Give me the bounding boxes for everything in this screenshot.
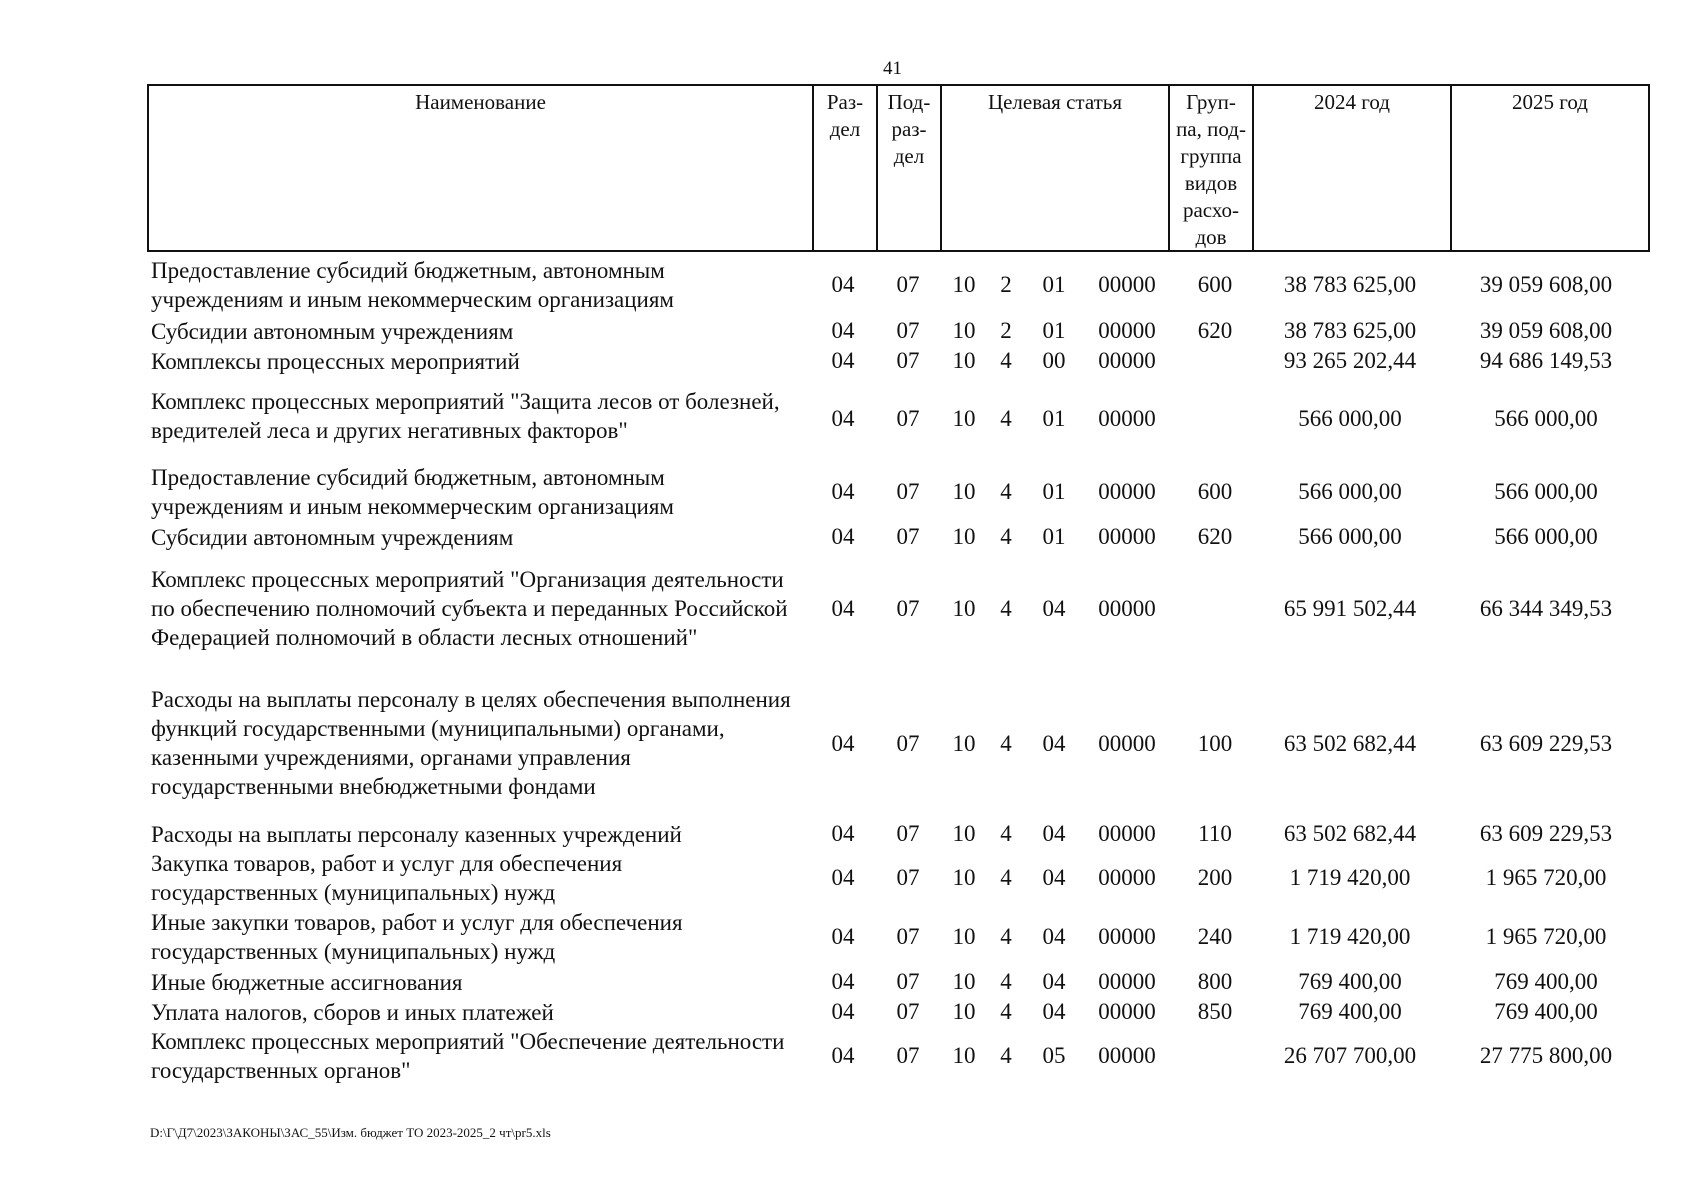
row-name-line: Федерацией полномочий в области лесных отношений" bbox=[151, 625, 698, 650]
podrazdel-cell: 07 bbox=[896, 999, 920, 1024]
row-name-line: Расходы на выплаты персоналу в целях обеспечения выполнения bbox=[151, 687, 791, 712]
target-event-cell: 01 bbox=[1042, 318, 1066, 343]
amount-2025-cell: 566 000,00 bbox=[1494, 406, 1598, 431]
target-program-cell: 10 bbox=[952, 272, 976, 297]
target-subprogram-cell: 2 bbox=[1000, 318, 1012, 343]
row-name-line: Комплексы процессных мероприятий bbox=[151, 349, 520, 374]
target-event-cell: 01 bbox=[1042, 272, 1066, 297]
target-event-cell: 04 bbox=[1042, 969, 1066, 994]
target-event-cell: 04 bbox=[1042, 865, 1066, 890]
target-direction-cell: 00000 bbox=[1098, 272, 1156, 297]
razdel-cell: 04 bbox=[831, 318, 855, 343]
podrazdel-cell: 07 bbox=[896, 272, 920, 297]
target-subprogram-cell: 4 bbox=[1000, 969, 1012, 994]
amount-2024-cell: 63 502 682,44 bbox=[1283, 821, 1417, 846]
amount-2025-cell: 1 965 720,00 bbox=[1485, 865, 1607, 890]
target-program-cell: 10 bbox=[952, 924, 976, 949]
expense-group-cell: 850 bbox=[1197, 999, 1233, 1024]
amount-2024-cell: 566 000,00 bbox=[1298, 524, 1402, 549]
amount-2025-cell: 39 059 608,00 bbox=[1479, 272, 1613, 297]
amount-2024-cell: 38 783 625,00 bbox=[1283, 272, 1417, 297]
podrazdel-cell: 07 bbox=[896, 821, 920, 846]
row-name bbox=[151, 849, 811, 907]
target-subprogram-cell: 4 bbox=[1000, 924, 1012, 949]
expense-group-cell: 620 bbox=[1197, 524, 1233, 549]
target-direction-cell: 00000 bbox=[1098, 924, 1156, 949]
target-program-cell: 10 bbox=[952, 865, 976, 890]
target-program-cell: 10 bbox=[952, 731, 976, 756]
target-program-cell: 10 bbox=[952, 406, 976, 431]
row-name bbox=[151, 908, 811, 966]
target-subprogram-cell: 4 bbox=[1000, 524, 1012, 549]
target-direction-cell: 00000 bbox=[1098, 969, 1156, 994]
target-subprogram-cell: 4 bbox=[1000, 821, 1012, 846]
row-name bbox=[151, 387, 811, 445]
target-event-cell: 04 bbox=[1042, 924, 1066, 949]
razdel-cell: 04 bbox=[831, 524, 855, 549]
row-name bbox=[151, 685, 811, 801]
row-name-line: Предоставление субсидий бюджетным, автономным bbox=[151, 465, 665, 490]
row-name-line: государственных органов" bbox=[151, 1058, 411, 1083]
amount-2024-cell: 1 719 420,00 bbox=[1289, 924, 1411, 949]
razdel-cell: 04 bbox=[831, 969, 855, 994]
target-direction-cell: 00000 bbox=[1098, 318, 1156, 343]
podrazdel-cell: 07 bbox=[896, 524, 920, 549]
amount-2025-cell: 769 400,00 bbox=[1494, 969, 1598, 994]
amount-2024-cell: 769 400,00 bbox=[1298, 999, 1402, 1024]
row-name-line: Субсидии автономным учреждениям bbox=[151, 319, 514, 344]
target-direction-cell: 00000 bbox=[1098, 821, 1156, 846]
row-name-line: Иные бюджетные ассигнования bbox=[151, 970, 463, 995]
target-direction-cell: 00000 bbox=[1098, 999, 1156, 1024]
razdel-cell: 04 bbox=[831, 596, 855, 621]
target-program-cell: 10 bbox=[952, 348, 976, 373]
target-event-cell: 04 bbox=[1042, 731, 1066, 756]
podrazdel-cell: 07 bbox=[896, 479, 920, 504]
row-name bbox=[151, 1027, 811, 1085]
expense-group-cell: 200 bbox=[1197, 865, 1233, 890]
row-name bbox=[151, 565, 811, 652]
target-event-cell: 05 bbox=[1042, 1043, 1066, 1068]
amount-2025-cell: 63 609 229,53 bbox=[1479, 821, 1613, 846]
amount-2024-cell: 566 000,00 bbox=[1298, 479, 1402, 504]
header-razdel: Раз- дел bbox=[826, 90, 864, 141]
target-program-cell: 10 bbox=[952, 821, 976, 846]
expense-group-cell: 100 bbox=[1197, 731, 1233, 756]
expense-group-cell: 110 bbox=[1198, 821, 1232, 846]
target-program-cell: 10 bbox=[952, 479, 976, 504]
podrazdel-cell: 07 bbox=[896, 318, 920, 343]
row-name bbox=[151, 523, 811, 552]
amount-2025-cell: 63 609 229,53 bbox=[1479, 731, 1613, 756]
row-name bbox=[151, 998, 811, 1027]
amount-2025-cell: 39 059 608,00 bbox=[1479, 318, 1613, 343]
row-name-line: государственных (муниципальных) нужд bbox=[151, 939, 556, 964]
amount-2024-cell: 65 991 502,44 bbox=[1283, 596, 1417, 621]
target-program-cell: 10 bbox=[952, 969, 976, 994]
target-program-cell: 10 bbox=[952, 596, 976, 621]
target-direction-cell: 00000 bbox=[1098, 348, 1156, 373]
amount-2025-cell: 94 686 149,53 bbox=[1479, 348, 1613, 373]
razdel-cell: 04 bbox=[831, 348, 855, 373]
target-subprogram-cell: 4 bbox=[1000, 999, 1012, 1024]
target-direction-cell: 00000 bbox=[1098, 596, 1156, 621]
expense-group-cell: 240 bbox=[1197, 924, 1233, 949]
row-name bbox=[151, 968, 811, 997]
amount-2025-cell: 66 344 349,53 bbox=[1479, 596, 1613, 621]
page-number: 41 bbox=[883, 58, 902, 79]
row-name-line: учреждениям и иным некоммерческим организациям bbox=[151, 494, 674, 519]
target-subprogram-cell: 2 bbox=[1000, 272, 1012, 297]
expense-group-cell: 800 bbox=[1197, 969, 1233, 994]
target-subprogram-cell: 4 bbox=[1000, 1043, 1012, 1068]
expense-group-cell: 620 bbox=[1197, 318, 1233, 343]
target-subprogram-cell: 4 bbox=[1000, 731, 1012, 756]
row-name-line: Комплекс процессных мероприятий "Организация деятельности bbox=[151, 567, 784, 592]
podrazdel-cell: 07 bbox=[896, 924, 920, 949]
amount-2025-cell: 27 775 800,00 bbox=[1479, 1043, 1613, 1068]
podrazdel-cell: 07 bbox=[896, 348, 920, 373]
row-name-line: учреждениям и иным некоммерческим организациям bbox=[151, 287, 674, 312]
footer-file-path: D:\Г\Д7\2023\ЗАКОНЫ\ЗАС_55\Изм. бюджет ТО 2023-2025_2 чт\pr5.xls bbox=[150, 1125, 551, 1140]
razdel-cell: 04 bbox=[831, 272, 855, 297]
target-direction-cell: 00000 bbox=[1098, 731, 1156, 756]
row-name bbox=[151, 347, 811, 376]
row-name bbox=[151, 463, 811, 521]
target-subprogram-cell: 4 bbox=[1000, 479, 1012, 504]
row-name-line: по обеспечению полномочий субъекта и переданных Российской bbox=[151, 596, 788, 621]
razdel-cell: 04 bbox=[831, 924, 855, 949]
row-name bbox=[151, 317, 811, 346]
amount-2024-cell: 26 707 700,00 bbox=[1283, 1043, 1417, 1068]
target-direction-cell: 00000 bbox=[1098, 1043, 1156, 1068]
expense-group-cell: 600 bbox=[1197, 479, 1233, 504]
target-direction-cell: 00000 bbox=[1098, 406, 1156, 431]
target-subprogram-cell: 4 bbox=[1000, 865, 1012, 890]
razdel-cell: 04 bbox=[831, 865, 855, 890]
amount-2024-cell: 63 502 682,44 bbox=[1283, 731, 1417, 756]
podrazdel-cell: 07 bbox=[896, 969, 920, 994]
row-name-line: вредителей леса и других негативных факторов" bbox=[151, 418, 628, 443]
target-program-cell: 10 bbox=[952, 524, 976, 549]
razdel-cell: 04 bbox=[831, 731, 855, 756]
amount-2024-cell: 769 400,00 bbox=[1298, 969, 1402, 994]
target-event-cell: 04 bbox=[1042, 596, 1066, 621]
header-year-2024: 2024 год bbox=[1314, 90, 1390, 114]
razdel-cell: 04 bbox=[831, 479, 855, 504]
amount-2024-cell: 38 783 625,00 bbox=[1283, 318, 1417, 343]
header-name: Наименование bbox=[415, 90, 546, 114]
header-target: Целевая статья bbox=[987, 90, 1123, 114]
razdel-cell: 04 bbox=[831, 1043, 855, 1068]
expense-group-cell: 600 bbox=[1197, 272, 1233, 297]
row-name-line: Комплекс процессных мероприятий "Обеспечение деятельности bbox=[151, 1029, 785, 1054]
row-name-line: государственных (муниципальных) нужд bbox=[151, 880, 556, 905]
podrazdel-cell: 07 bbox=[896, 406, 920, 431]
podrazdel-cell: 07 bbox=[896, 1043, 920, 1068]
row-name bbox=[151, 256, 811, 314]
razdel-cell: 04 bbox=[831, 999, 855, 1024]
target-event-cell: 00 bbox=[1042, 348, 1066, 373]
target-direction-cell: 00000 bbox=[1098, 524, 1156, 549]
amount-2025-cell: 769 400,00 bbox=[1494, 999, 1598, 1024]
table-header bbox=[147, 84, 1650, 252]
target-event-cell: 01 bbox=[1042, 406, 1066, 431]
target-subprogram-cell: 4 bbox=[1000, 596, 1012, 621]
row-name-line: Расходы на выплаты персоналу казенных учреждений bbox=[151, 822, 682, 847]
target-event-cell: 01 bbox=[1042, 524, 1066, 549]
amount-2024-cell: 1 719 420,00 bbox=[1289, 865, 1411, 890]
amount-2024-cell: 566 000,00 bbox=[1298, 406, 1402, 431]
row-name bbox=[151, 820, 811, 849]
target-program-cell: 10 bbox=[952, 1043, 976, 1068]
amount-2025-cell: 566 000,00 bbox=[1494, 524, 1598, 549]
target-subprogram-cell: 4 bbox=[1000, 348, 1012, 373]
podrazdel-cell: 07 bbox=[896, 596, 920, 621]
target-program-cell: 10 bbox=[952, 318, 976, 343]
razdel-cell: 04 bbox=[831, 406, 855, 431]
row-name-line: Предоставление субсидий бюджетным, автономным bbox=[151, 258, 665, 283]
target-event-cell: 04 bbox=[1042, 999, 1066, 1024]
target-event-cell: 04 bbox=[1042, 821, 1066, 846]
row-name-line: Иные закупки товаров, работ и услуг для обеспечения bbox=[151, 910, 683, 935]
row-name-line: Уплата налогов, сборов и иных платежей bbox=[151, 1000, 554, 1025]
target-direction-cell: 00000 bbox=[1098, 479, 1156, 504]
row-name-line: казенными учреждениями, органами управления bbox=[151, 745, 631, 770]
podrazdel-cell: 07 bbox=[896, 731, 920, 756]
row-name-line: Закупка товаров, работ и услуг для обеспечения bbox=[151, 851, 623, 876]
row-name-line: Комплекс процессных мероприятий "Защита лесов от болезней, bbox=[151, 389, 780, 414]
amount-2025-cell: 566 000,00 bbox=[1494, 479, 1598, 504]
header-podrazdel: Под- раз- дел bbox=[887, 90, 931, 168]
target-event-cell: 01 bbox=[1042, 479, 1066, 504]
amount-2024-cell: 93 265 202,44 bbox=[1283, 348, 1417, 373]
amount-2025-cell: 1 965 720,00 bbox=[1485, 924, 1607, 949]
row-name-line: Субсидии автономным учреждениям bbox=[151, 525, 514, 550]
target-direction-cell: 00000 bbox=[1098, 865, 1156, 890]
row-name-line: функций государственными (муниципальными) органами, bbox=[151, 716, 725, 741]
podrazdel-cell: 07 bbox=[896, 865, 920, 890]
target-subprogram-cell: 4 bbox=[1000, 406, 1012, 431]
header-year-2025: 2025 год bbox=[1512, 90, 1588, 114]
razdel-cell: 04 bbox=[831, 821, 855, 846]
row-name-line: государственными внебюджетными фондами bbox=[151, 774, 596, 799]
header-group: Груп- па, под- группа видов расхо- дов bbox=[1176, 90, 1246, 249]
target-program-cell: 10 bbox=[952, 999, 976, 1024]
